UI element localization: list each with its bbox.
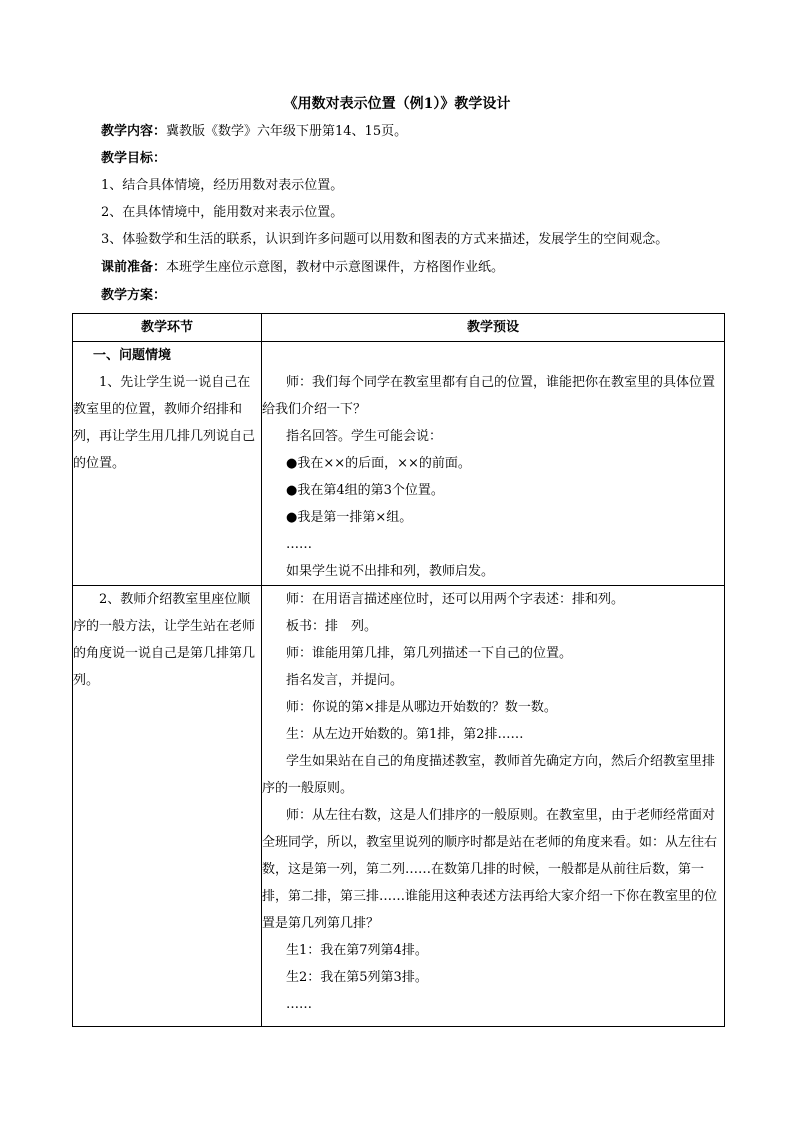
table-row <box>73 342 725 586</box>
preset-cell <box>262 586 725 1027</box>
goal-item-3: 3、体验数学和生活的联系，认识到许多问题可以用数和图表的方式来描述，发展学生的空间观念。 <box>101 232 669 247</box>
preset-line: 生1：我在第7列第4排。 <box>286 943 428 958</box>
table-header-row <box>73 314 725 342</box>
plan-line <box>101 286 166 306</box>
prep-line <box>101 258 504 278</box>
table-row <box>73 586 725 1027</box>
preset-line: 师：从左往右数，这是人们排序的一般原则。在教室里，由于老师经常面对全班同学，所以，教室里说列的顺序时都是站在老师的角度来看。如：从左往右数，这是第一列，第二列……在数第几排的时候，一般都是从前往后数，第一排，第二排，第三排……谁能用这种表述方法再给大家介绍一下你在教室里的位置是第几列第几排？ <box>262 808 718 931</box>
preset-line: 师：我们每个同学在教室里都有自己的位置，谁能把你在教室里的具体位置给我们介绍一下？ <box>262 375 716 417</box>
goal-item-1: 1、结合具体情境，经历用数对表示位置。 <box>101 178 344 193</box>
preset-line: 师：你说的第×排是从哪边开始数的？数一数。 <box>286 700 557 715</box>
content-value: 冀教版《数学》六年级下册第14、15页。 <box>166 124 408 139</box>
preset-line: …… <box>286 997 312 1012</box>
document-title: 《用数对表示位置（例1）》教学设计 <box>283 96 511 112</box>
stage-step: 1、先让学生说一说自己在教室里的位置，教师介绍排和列，再让学生用几排几列说自己的位置。 <box>73 375 256 471</box>
content-line <box>101 122 407 142</box>
content-label: 教学内容： <box>101 124 167 139</box>
stage-step: 2、教师介绍教室里座位顺序的一般方法，让学生站在老师的角度说一说自己是第几排第几列。 <box>73 592 256 688</box>
preset-line: 板书：排 列。 <box>286 619 378 634</box>
preset-line: 如果学生说不出排和列，教师启发。 <box>286 564 495 579</box>
preset-line: 指名回答。学生可能会说： <box>286 429 443 444</box>
preset-line: 师：在用语言描述座位时，还可以用两个字表述：排和列。 <box>286 592 625 607</box>
goals-label: 教学目标： <box>101 151 167 166</box>
stage-cell <box>73 342 262 586</box>
preset-line: 生：从左边开始数的。第1排，第2排…… <box>286 727 524 742</box>
section-heading: 一、问题情境 <box>93 348 172 363</box>
teaching-plan-table <box>72 313 725 1027</box>
goal-item-2: 2、在具体情境中，能用数对来表示位置。 <box>101 205 344 220</box>
preset-line: 学生如果站在自己的角度描述教室，教师首先确定方向，然后介绍教室里排序的一般原则。 <box>262 754 716 796</box>
header-preset: 教学预设 <box>262 314 725 342</box>
preset-cell <box>262 342 725 586</box>
stage-cell <box>73 586 262 1027</box>
preset-line: ●我是第一排第×组。 <box>286 510 413 525</box>
header-stage: 教学环节 <box>73 314 262 342</box>
preset-line: 师：谁能用第几排，第几列描述一下自己的位置。 <box>286 646 573 661</box>
preset-line: …… <box>286 537 312 552</box>
plan-label: 教学方案： <box>101 288 167 303</box>
preset-line: ●我在××的后面，××的前面。 <box>286 456 471 471</box>
goals-line <box>101 149 166 169</box>
preset-line: 生2：我在第5列第3排。 <box>286 970 428 985</box>
preset-line: ●我在第4组的第3个位置。 <box>286 483 444 498</box>
prep-label: 课前准备： <box>101 260 167 275</box>
prep-value: 本班学生座位示意图，教材中示意图课件，方格图作业纸。 <box>166 260 505 275</box>
preset-line: 指名发言，并提问。 <box>286 673 404 688</box>
